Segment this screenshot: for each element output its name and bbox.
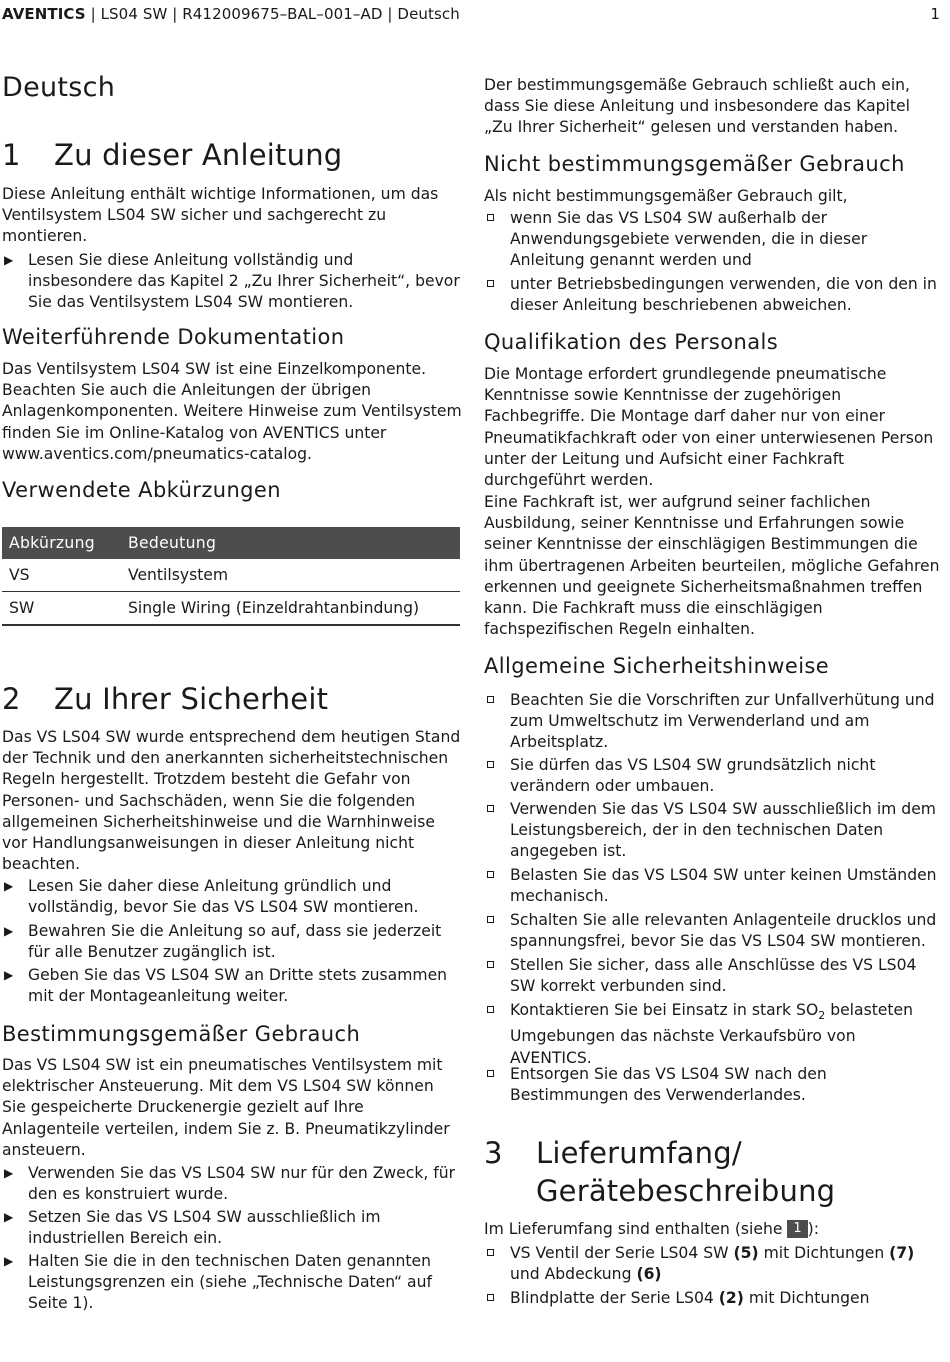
page-number: 1 [930,5,940,23]
action-text: Verwenden Sie das VS LS04 SW nur für den Zweck, für den es konstruiert wurde. [28,1164,456,1204]
action-text: Lesen Sie diese Anleitung vollständig und insbesondere das Kapitel 2 „Zu Ihrer Sicherheit“, bevor Sie das Ventilsystem LS04 SW montieren. [28,251,460,312]
arrow-icon: ▶ [4,1254,14,1268]
list-item [484,865,940,907]
action-text: Geben Sie das VS LS04 SW an Dritte stets zusammen mit der Montageanleitung weiter. [28,966,448,1006]
list-item [484,208,940,272]
list-item [484,274,940,316]
docs-heading: Weiterführende Dokumentation [2,325,345,349]
table-row [2,592,460,626]
list-item [484,1243,940,1285]
abbreviation-table [2,527,460,626]
section-number: 2 [2,682,21,716]
safety-heading: Allgemeine Sicherheitshinweise [484,654,830,678]
square-bullet-icon [487,1249,494,1256]
square-bullet-icon [487,916,494,923]
list-item-text: Beachten Sie die Vorschriften zur Unfallverhütung und zum Umweltschutz im Verwenderland und am Arbeitsplatz. [510,691,935,752]
arrow-icon: ▶ [4,968,14,982]
action-item [2,921,462,963]
section-title-line-2: Gerätebeschreibung [536,1174,836,1208]
square-bullet-icon [487,805,494,812]
list-item-text: Sie dürfen das VS LS04 SW grundsätzlich nicht verändern oder umbauen. [510,756,876,796]
list-item [484,799,940,863]
list-item [484,1064,940,1106]
list-item-text: wenn Sie das VS LS04 SW außerhalb der Anwendungsgebiete verwenden, die in dieser Anleitung genannt werden und [510,209,868,270]
section-number: 3 [484,1136,503,1170]
section-2-intro: Das VS LS04 SW wurde entsprechend dem heutigen Stand der Technik und den anerkannten sicherheitstechnischen Regeln hergestellt. Trotzdem besteht die Gefahr von Personen- und Sachschäden, wenn Sie die folgenden allgemeinen Sicherheitshinweise und die Warnhinweise vor Handlungsanweisungen in dieser Anleitung nicht beachten. [2,728,461,874]
section-1-heading [2,138,342,172]
intro-text-end: ): [807,1220,820,1238]
section-3-heading [484,1134,835,1210]
section-number: 1 [2,138,21,172]
list-item [484,1000,940,1069]
action-text: Lesen Sie daher diese Anleitung gründlich und vollständig, bevor Sie das VS LS04 SW montieren. [28,877,419,917]
list-item-text: Belasten Sie das VS LS04 SW unter keinen Umständen mechanisch. [510,866,937,906]
use-continued-text: Der bestimmungsgemäße Gebrauch schließt auch ein, dass Sie diese Anleitung und insbesondere das Kapitel „Zu Ihrer Sicherheit“ gelesen und verstanden haben. [484,76,911,137]
arrow-icon: ▶ [4,1210,14,1224]
qualification-text-2: Eine Fachkraft ist, wer aufgrund seiner fachlichen Ausbildung, seiner Kenntnisse und Erfahrungen sowie seiner Kenntnisse der einschlägigen Bestimmungen die ihm übertragenen Arbeiten beurteilen, mögliche Gefahren erkennen und geeignete Sicherheitsmaßnahmen treffen kann. Die Fachkraft muss die einschlägigen fachspezifischen Regeln einhalten. [484,493,940,639]
list-item [484,1288,940,1309]
list-item [484,755,940,797]
use-text: Das VS LS04 SW ist ein pneumatisches Ventilsystem mit elektrischer Ansteuerung. Mit dem VS LS04 SW können Sie gespeicherte Druckenergie gezielt auf Ihre Anlagenteile verteilen, indem Sie z. B. Pneumatikzylinder ansteuern. [2,1056,450,1159]
square-bullet-icon [487,280,494,287]
action-item [2,965,462,1007]
list-item [484,910,940,952]
section-title: Zu Ihrer Sicherheit [54,682,329,716]
table-cell: SW [2,592,121,626]
square-bullet-icon [487,1006,494,1013]
list-item [484,690,940,754]
arrow-icon: ▶ [4,924,14,938]
table-header-row [2,527,460,559]
arrow-icon: ▶ [4,879,14,893]
table-cell: Ventilsystem [121,559,460,592]
list-item-text: unter Betriebsbedingungen verwenden, die von den in dieser Anleitung beschriebenen abweichen. [510,275,937,315]
action-item [2,876,462,918]
docs-text: Das Ventilsystem LS04 SW ist eine Einzelkomponente. Beachten Sie auch die Anleitungen der übrigen Anlagenkomponenten. Weitere Hinweise zum Ventilsystem finden Sie im Online-Katalog von AVENTICS unter www.aventics.com/pneumatics-catalog. [2,360,462,463]
square-bullet-icon [487,761,494,768]
square-bullet-icon [487,1294,494,1301]
action-item [2,1207,462,1249]
language-title: Deutsch [2,72,116,103]
section-2-heading [2,682,328,716]
square-bullet-icon [487,961,494,968]
square-bullet-icon [487,1070,494,1077]
abbr-heading: Verwendete Abkürzungen [2,478,281,502]
section-title-line-1: Lieferumfang/ [536,1136,742,1170]
column-header: Bedeutung [121,527,460,559]
list-item-text [510,1001,913,1067]
square-bullet-icon [487,214,494,221]
square-bullet-icon [487,696,494,703]
intro-text: Im Lieferumfang sind enthalten (siehe [484,1220,788,1238]
qualification-text: Die Montage erfordert grundlegende pneumatische Kenntnisse sowie Kenntnisse der zugehörigen Fachbegriffe. Die Montage darf daher nur von einer Pneumatikfachkraft oder von einer unterwiesenen Person unter der Leitung und Aufsicht einer Fachkraft durchgeführt werden. [484,365,934,490]
list-item-text: Verwenden Sie das VS LS04 SW ausschließlich im dem Leistungsbereich, der in den technischen Daten angegeben ist. [510,800,936,861]
action-item [2,1163,462,1205]
so2-text-post: belasteten Umgebungen das nächste Verkaufsbüro von AVENTICS. [510,1001,913,1067]
action-item [2,250,462,314]
use-heading: Bestimmungsgemäßer Gebrauch [2,1022,361,1046]
square-bullet-icon [487,871,494,878]
header-info: | LS04 SW | R412009675–BAL–001–AD | Deutsch [85,5,460,23]
table-cell: Single Wiring (Einzeldrahtanbindung) [121,592,460,626]
list-item-text: VS Ventil der Serie LS04 SW (5) mit Dichtungen (7) und Abdeckung (6) [510,1244,915,1284]
arrow-icon: ▶ [4,253,14,267]
delivery-intro [484,1219,940,1240]
qualification-heading: Qualifikation des Personals [484,330,779,354]
section-title: Zu dieser Anleitung [54,138,343,172]
table-cell: VS [2,559,121,592]
so2-text-pre: Kontaktieren Sie bei Einsatz in stark SO [510,1001,819,1019]
column-header: Abkürzung [2,527,121,559]
action-item [2,1251,462,1315]
page-header [2,5,940,27]
action-text: Setzen Sie das VS LS04 SW ausschließlich im industriellen Bereich ein. [28,1208,381,1248]
list-item [484,955,940,997]
so2-subscript: 2 [818,1009,826,1023]
list-item-text: Stellen Sie sicher, dass alle Anschlüsse des VS LS04 SW korrekt verbunden sind. [510,956,917,996]
brand-name: AVENTICS [2,5,86,23]
misuse-heading: Nicht bestimmungsgemäßer Gebrauch [484,152,905,176]
action-text: Bewahren Sie die Anleitung so auf, dass sie jederzeit für alle Benutzer zugänglich ist. [28,922,442,962]
figure-reference-badge: 1 [787,1220,807,1238]
misuse-intro: Als nicht bestimmungsgemäßer Gebrauch gilt, [484,187,848,205]
table-row [2,559,460,592]
action-text: Halten Sie die in den technischen Daten genannten Leistungsgrenzen ein (siehe „Technische Daten“ auf Seite 1). [28,1252,432,1313]
list-item-text: Blindplatte der Serie LS04 (2) mit Dichtungen [510,1289,870,1307]
arrow-icon: ▶ [4,1166,14,1180]
section-1-intro: Diese Anleitung enthält wichtige Informationen, um das Ventilsystem LS04 SW sicher und sachgerecht zu montieren. [2,185,439,246]
list-item-text: Entsorgen Sie das VS LS04 SW nach den Bestimmungen des Verwenderlandes. [510,1065,827,1105]
list-item-text: Schalten Sie alle relevanten Anlagenteile drucklos und spannungsfrei, bevor Sie das VS LS04 SW montieren. [510,911,937,951]
